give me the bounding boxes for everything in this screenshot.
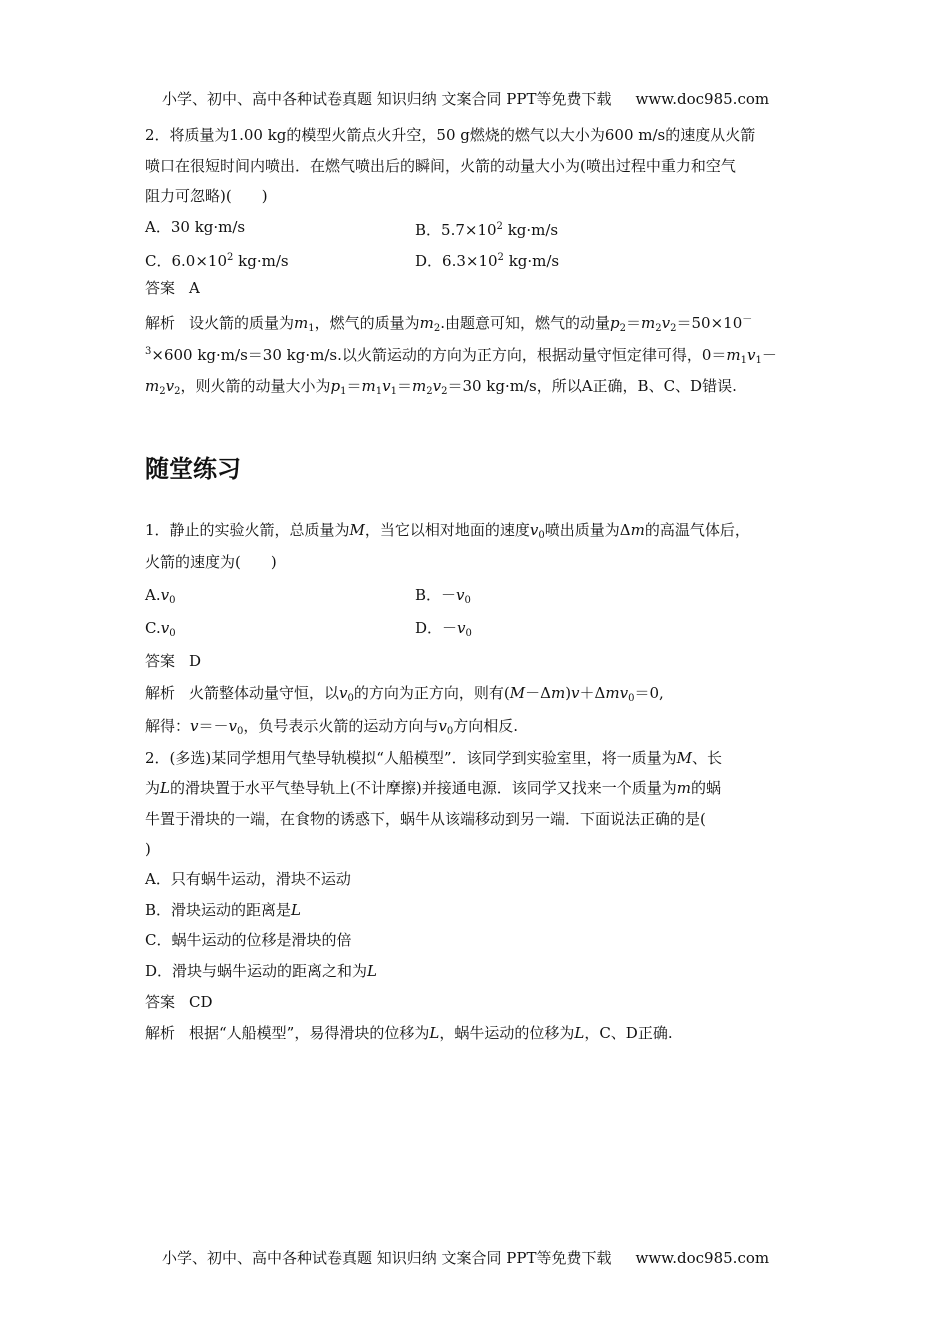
q2-option-c: C．蜗牛运动的位移是滑块的倍 (145, 931, 352, 949)
q2-option-a: A．只有蜗牛运动，滑块不运动 (145, 870, 351, 888)
q1-line2: 火箭的速度为( ) (145, 553, 277, 571)
q-prev2-analysis-line1: 解析 设火箭的质量为$m_1$，燃气的质量为$m_2$.由题意可知，燃气的动量$p_2=m_2v_2=50\times 10^-$ (145, 314, 753, 334)
answer-label: 答案 (145, 279, 176, 297)
answer-value: CD (189, 993, 213, 1011)
q-prev2-analysis-line2: $^3$×600 kg·m/s＝30 kg·m/s.以火箭运动的方向为正方向，根据动量守恒定律可得，$0=m_1v_1-$ (145, 346, 777, 366)
footer-text: 小学、初中、高中各种试卷真题 知识归纳 文案合同 PPT等免费下载 (162, 1249, 612, 1267)
answer-label: 答案 (145, 652, 176, 670)
analysis-label: 解析 (145, 314, 176, 332)
q1-option-b: B．$-v_0$ (415, 586, 471, 606)
q2-line1: 2．(多选)某同学想用气垫导轨模拟“人船模型”．该同学到实验室里，将一质量为M、长 (145, 749, 722, 767)
q-prev2-option-a: A．30 kg·m/s (145, 218, 246, 236)
q2-analysis-line1: 解析 根据“人船模型”，易得滑块的位移为L，蜗牛运动的位移为L，C、D正确. (145, 1024, 673, 1042)
q2-answer (145, 992, 213, 1012)
q-prev2-answer (145, 278, 200, 298)
q1-option-d: D．$-v_0$ (415, 619, 472, 639)
footer-url: www.doc985.com (635, 1249, 770, 1267)
analysis-label: 解析 (145, 1024, 176, 1042)
q-prev2-option-b: B．$5.7\times 10^2$ kg·m/s (415, 221, 559, 239)
q1-option-a: $A.v_0$ (145, 586, 176, 606)
q1-analysis-line2: 解得：$v=-v_0$，负号表示火箭的运动方向与$v_0$方向相反. (145, 717, 519, 737)
q-prev2-line3: 阻力可忽略)( ) (145, 187, 268, 205)
q1-analysis-line1: 解析 火箭整体动量守恒，以$v_0$的方向为正方向，则有(M－Δm)v＋Δmv$_0$＝0, (145, 684, 664, 704)
q-prev2-option-c: C．$6.0\times 10^2$ kg·m/s (145, 252, 289, 270)
q-prev2-analysis-line3: $m_2v_2$，则火箭的动量大小为$p_1=m_1v_1=m_2v_2=30$ kg·m/s，所以A正确，B、C、D错误. (145, 377, 737, 397)
q2-option-b: B．滑块运动的距离是L (145, 901, 301, 919)
answer-value: A (189, 279, 200, 297)
q-prev2-line2: 喷口在很短时间内喷出．在燃气喷出后的瞬间，火箭的动量大小为(喷出过程中重力和空气 (145, 157, 736, 175)
q-prev2-option-d: D．$6.3\times 10^2$ kg·m/s (415, 252, 560, 270)
answer-label: 答案 (145, 993, 176, 1011)
q2-line3: 牛置于滑块的一端，在食物的诱惑下，蜗牛从该端移动到另一端．下面说法正确的是( (145, 810, 706, 828)
page-header (162, 88, 769, 109)
header-url: www.doc985.com (635, 90, 770, 108)
q1-answer (145, 651, 201, 671)
analysis-label: 解析 (145, 684, 176, 702)
q1-line1: 1．静止的实验火箭，总质量为M，当它以相对地面的速度$v_0$喷出质量为Δm的高温气体后， (145, 521, 750, 541)
header-text: 小学、初中、高中各种试卷真题 知识归纳 文案合同 PPT等免费下载 (162, 90, 612, 108)
section-title: 随堂练习 (145, 455, 241, 483)
q2-line4: ) (145, 840, 151, 858)
q-prev2-line1: 2．将质量为1.00 kg的模型火箭点火升空，50 g燃烧的燃气以大小为600 m/s的速度从火箭 (145, 126, 756, 144)
answer-value: D (189, 652, 202, 670)
q1-option-c: $C.v_0$ (145, 619, 176, 639)
q2-option-d: D．滑块与蜗牛运动的距离之和为L (145, 962, 377, 980)
q2-line2: 为L的滑块置于水平气垫导轨上(不计摩擦)并接通电源．该同学又找来一个质量为m的蜗 (145, 779, 721, 797)
page-footer (162, 1247, 769, 1268)
